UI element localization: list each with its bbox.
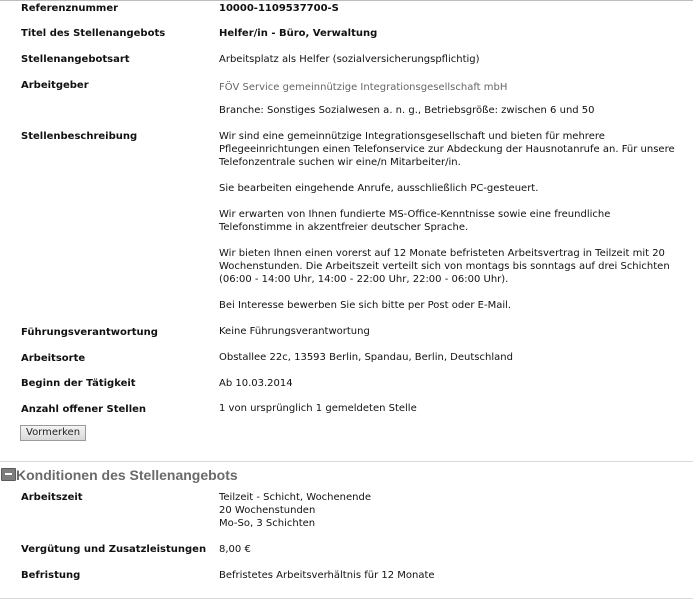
arbeitgeber-branche: Branche: Sonstiges Sozialwesen a. n. g., Betriebsgröße: zwischen 6 und 50: [219, 105, 595, 116]
vormerken-button[interactable]: Vormerken: [20, 425, 86, 441]
art-label: Stellenangebotsart: [21, 54, 130, 65]
anzahl-label: Anzahl offener Stellen: [21, 404, 147, 415]
verguetung-label: Vergütung und Zusatzleistungen: [21, 544, 207, 555]
arbeitszeit-label: Arbeitszeit: [21, 492, 83, 503]
bottom-divider: [0, 598, 693, 599]
arbeitszeit-line-3: Mo-So, 3 Schichten: [219, 518, 316, 529]
titel-value: Helfer/in - Büro, Verwaltung: [219, 28, 378, 39]
beginn-value: Ab 10.03.2014: [219, 378, 293, 389]
arbeitszeit-line-2: 20 Wochenstunden: [219, 505, 316, 516]
beschreibung-paragraph-2: Sie bearbeiten eingehende Anrufe, ausschließlich PC-gesteuert.: [219, 183, 539, 194]
konditionen-title: Konditionen des Stellenangebots: [16, 467, 238, 483]
beschreibung-paragraph-1: Wir sind eine gemeinnützige Integrationsgesellschaft und bieten für mehrere Pflegeeinrichtungen einen Telefonservice zur Abdeckung der Hausnotanrufe an. Für unsere Telefonzentrale suchen wir eine/n Mitarbeiter/in.: [219, 131, 675, 168]
beschreibung-paragraph-4: Wir bieten Ihnen einen vorerst auf 12 Monate befristeten Arbeitsvertrag in Teilzeit mit 20 Wochenstunden. Die Arbeitszeit verteilt sich von montags bis sonntags auf drei Schichten (06:00 - 14:00 Uhr, 14:00 - 22:00 Uhr, 22:00 - 06:00 Uhr).: [219, 248, 670, 285]
beginn-label: Beginn der Tätigkeit: [21, 378, 136, 389]
collapse-icon[interactable]: [1, 468, 16, 481]
beschreibung-label: Stellenbeschreibung: [21, 131, 138, 142]
befristung-label: Befristung: [21, 570, 81, 581]
beschreibung-paragraph-5: Bei Interesse bewerben Sie sich bitte per Post oder E-Mail.: [219, 300, 512, 311]
top-divider: [0, 0, 693, 1]
arbeitgeber-label: Arbeitgeber: [21, 80, 89, 91]
arbeitszeit-line-1: Teilzeit - Schicht, Wochenende: [219, 492, 371, 503]
fuehrung-value: Keine Führungsverantwortung: [219, 326, 370, 337]
arbeitgeber-name-link[interactable]: FÖV Service gemeinnützige Integrationsgesellschaft mbH: [219, 82, 508, 93]
orte-label: Arbeitsorte: [21, 353, 86, 364]
anzahl-value: 1 von ursprünglich 1 gemeldeten Stelle: [219, 403, 417, 414]
referenz-label: Referenznummer: [21, 3, 119, 14]
beschreibung-paragraph-3: Wir erwarten von Ihnen fundierte MS-Office-Kenntnisse sowie eine freundliche Telefonstimme in akzentfreier deutscher Sprache.: [219, 209, 611, 233]
befristung-value: Befristetes Arbeitsverhältnis für 12 Monate: [219, 570, 435, 581]
orte-value: Obstallee 22c, 13593 Berlin, Spandau, Berlin, Deutschland: [219, 352, 513, 363]
konditionen-section-header: [0, 461, 693, 490]
verguetung-value: 8,00 €: [219, 544, 251, 555]
fuehrung-label: Führungsverantwortung: [21, 327, 158, 338]
art-value: Arbeitsplatz als Helfer (sozialversicherungspflichtig): [219, 54, 480, 65]
referenz-value: 10000-1109537700-S: [219, 3, 339, 14]
titel-label: Titel des Stellenangebots: [21, 28, 166, 39]
